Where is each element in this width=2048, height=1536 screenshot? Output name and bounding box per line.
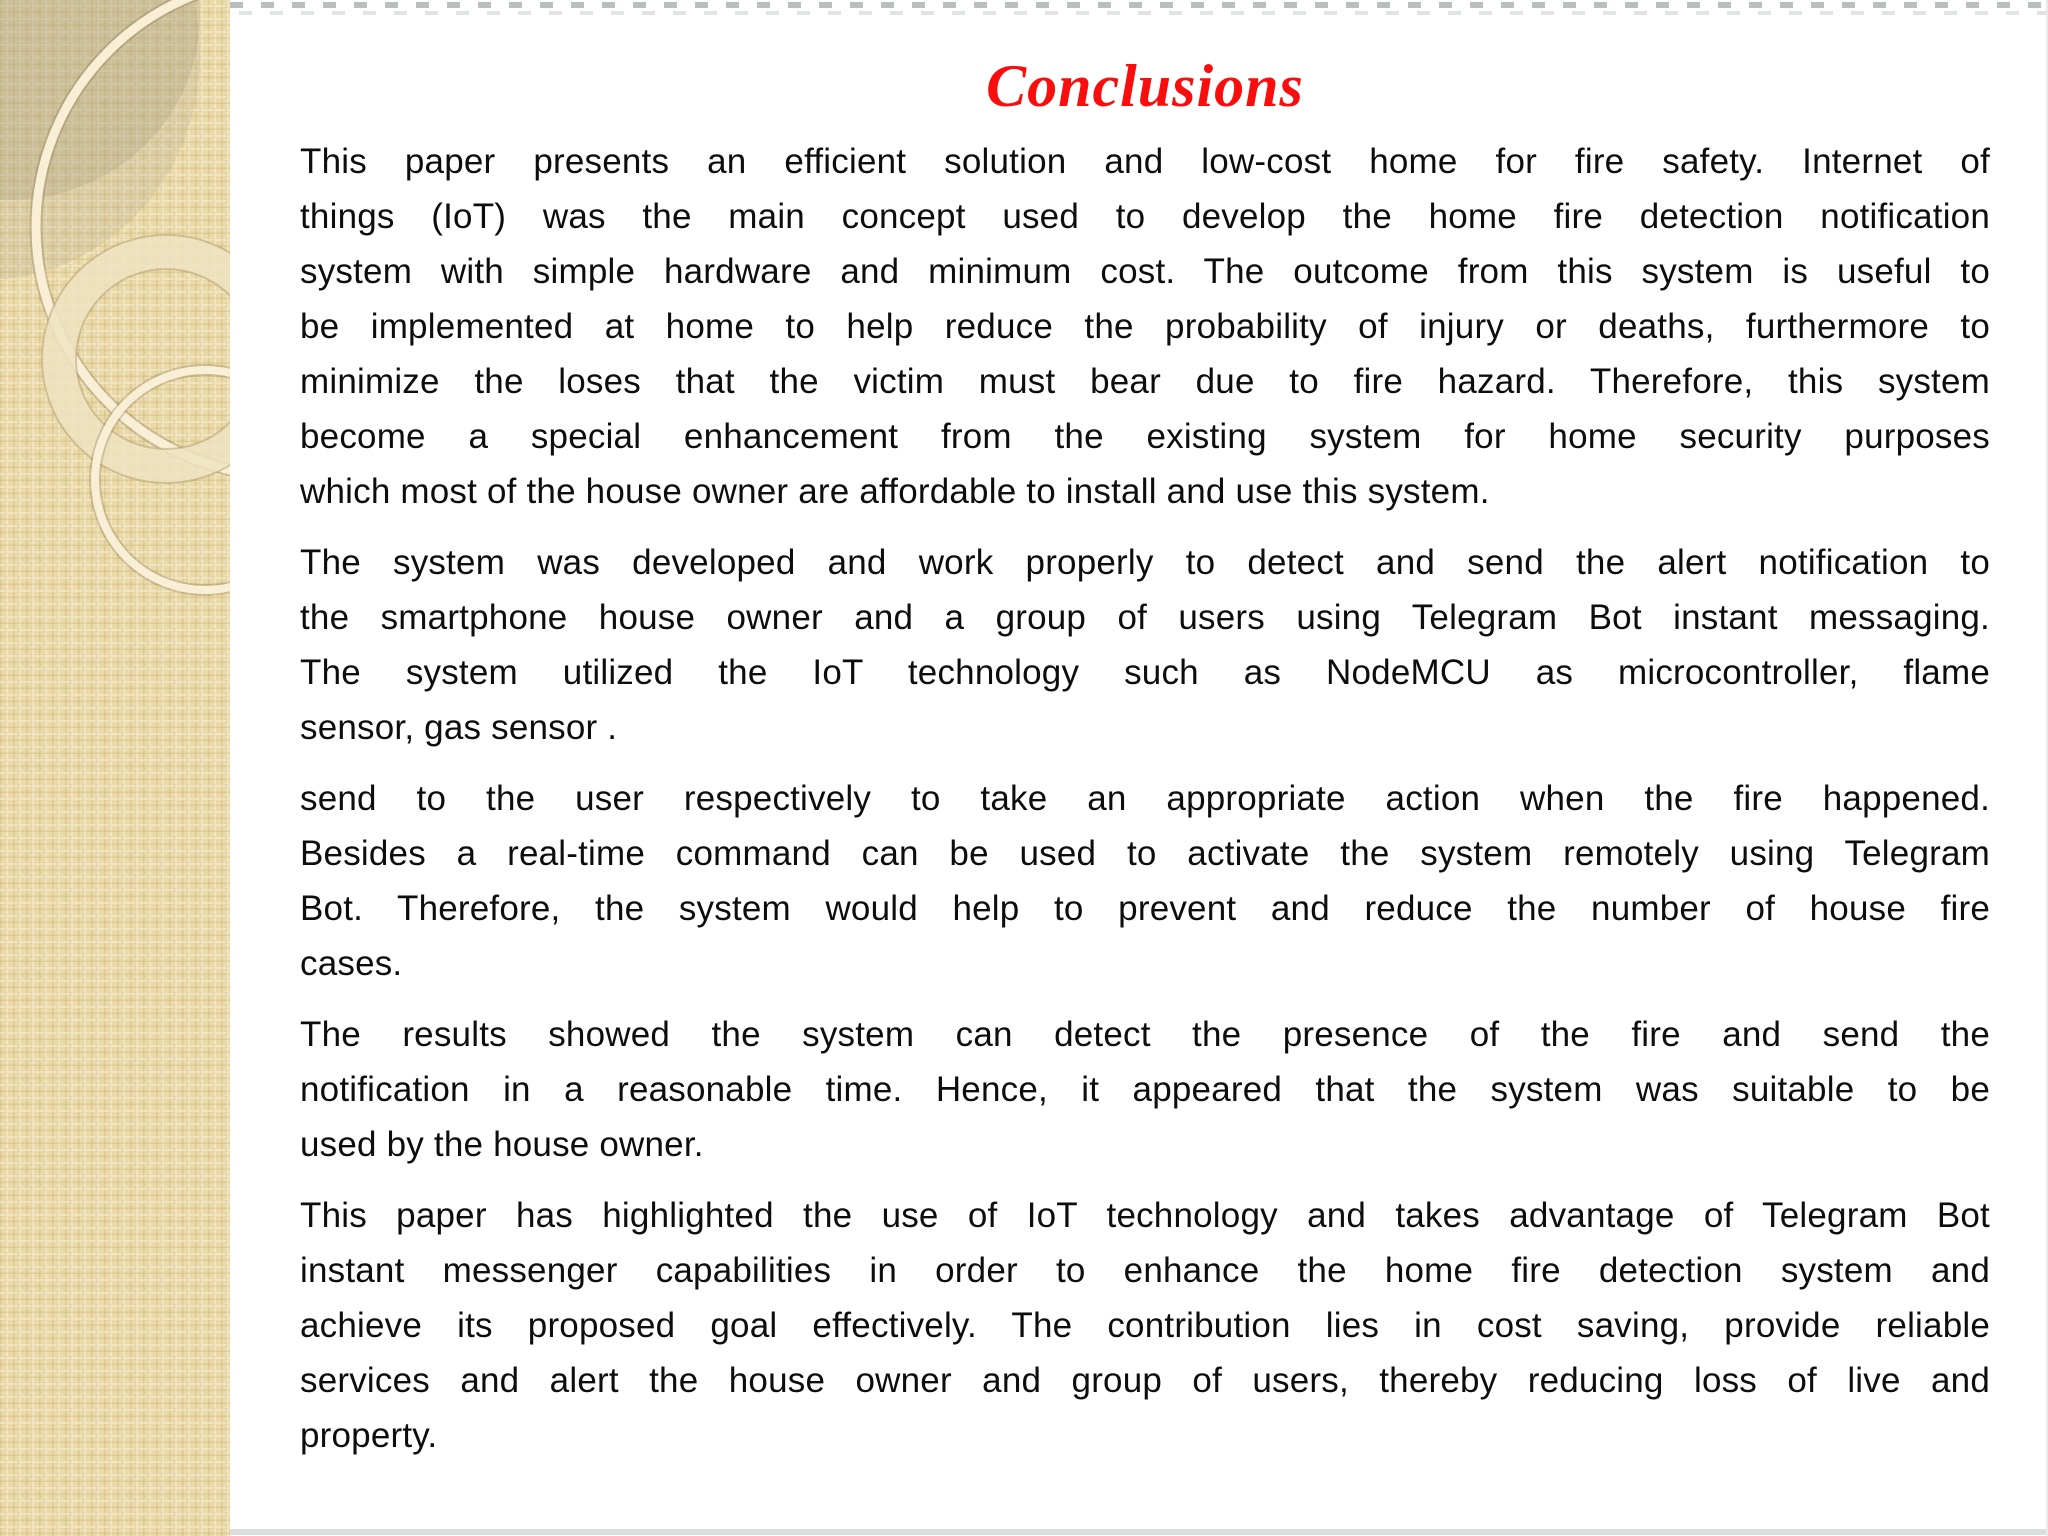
text-line: notification in a reasonable time. Hence, it appeared that the system was suitable to be (300, 1070, 1990, 1109)
decorative-circles (0, 0, 230, 1536)
slide-bottom-edge (230, 1529, 2048, 1535)
text-line: the smartphone house owner and a group of users using Telegram Bot instant messaging. (300, 598, 1990, 637)
text-line: system with simple hardware and minimum cost. The outcome from this system is useful to (300, 252, 1990, 291)
paragraph-4 (300, 1007, 1990, 1172)
paragraph-5 (300, 1188, 1990, 1463)
text-line: achieve its proposed goal effectively. The contribution lies in cost saving, provide reliable (300, 1306, 1990, 1345)
paragraph-2 (300, 535, 1990, 755)
paragraph-1 (300, 134, 1990, 519)
text-line: The system utilized the IoT technology such as NodeMCU as microcontroller, flame (300, 653, 1990, 692)
text-line: This paper has highlighted the use of IoT technology and takes advantage of Telegram Bot (300, 1196, 1990, 1235)
text-line: property. (300, 1416, 438, 1455)
text-line: be implemented at home to help reduce the probability of injury or deaths, furthermore to (300, 307, 1990, 346)
text-line: send to the user respectively to take an appropriate action when the fire happened. (300, 779, 1990, 818)
text-line: used by the house owner. (300, 1125, 704, 1164)
paragraph-3 (300, 771, 1990, 991)
text-line: The results showed the system can detect the presence of the fire and send the (300, 1015, 1990, 1054)
slide-body (300, 134, 1990, 1463)
decorative-sidebar (0, 0, 230, 1536)
text-line: services and alert the house owner and group of users, thereby reducing loss of live and (300, 1361, 1990, 1400)
slide-title: Conclusions (986, 53, 1304, 119)
text-line: Besides a real-time command can be used to activate the system remotely using Telegram (300, 834, 1990, 873)
text-line: Bot. Therefore, the system would help to prevent and reduce the number of house fire (300, 889, 1990, 928)
text-line: This paper presents an efficient solution and low-cost home for fire safety. Internet of (300, 142, 1990, 181)
text-line: cases. (300, 944, 403, 983)
text-line: instant messenger capabilities in order to enhance the home fire detection system and (300, 1251, 1990, 1290)
text-line: sensor, gas sensor . (300, 708, 618, 747)
text-line: The system was developed and work properly to detect and send the alert notification to (300, 543, 1990, 582)
slide-content (230, 0, 2048, 1536)
text-line: become a special enhancement from the existing system for home security purposes (300, 417, 1990, 456)
donut-ring-shape (42, 235, 230, 483)
text-line: minimize the loses that the victim must bear due to fire hazard. Therefore, this system (300, 362, 1990, 401)
text-line: things (IoT) was the main concept used to develop the home fire detection notification (300, 197, 1990, 236)
text-line: which most of the house owner are affordable to install and use this system. (300, 472, 1490, 511)
